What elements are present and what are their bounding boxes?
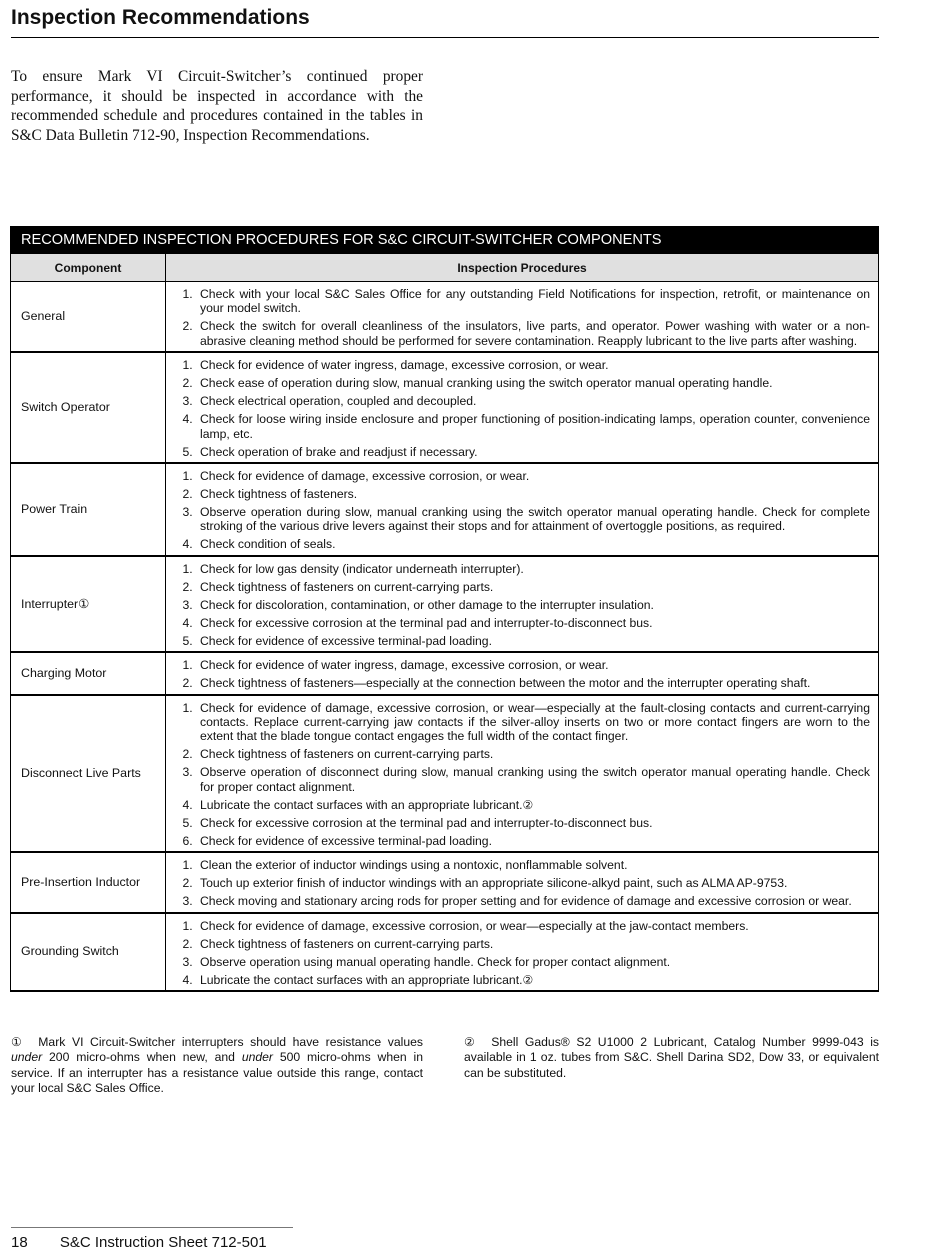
procedure-item: 5. Check for evidence of excessive terminal-pad loading. xyxy=(196,634,870,648)
procedure-item: 5. Check operation of brake and readjust if necessary. xyxy=(196,445,870,459)
footnote-1-text-a: Mark VI Circuit-Switcher interrupters should have resistance values xyxy=(38,1035,423,1049)
table-row xyxy=(11,695,879,853)
component-cell: Grounding Switch xyxy=(11,913,166,991)
procedure-list xyxy=(174,358,870,459)
footnote-2 xyxy=(464,1035,879,1081)
procedure-item: 1. Check for evidence of damage, excessive corrosion, or wear. xyxy=(196,469,870,483)
procedure-item: 2. Check tightness of fasteners. xyxy=(196,487,870,501)
table-row xyxy=(11,556,879,652)
procedure-item: 3. Check electrical operation, coupled and decoupled. xyxy=(196,394,870,408)
procedure-item: 3. Check moving and stationary arcing rods for proper setting and for evidence of damage and excessive corrosion or wear. xyxy=(196,894,870,908)
footer-rule xyxy=(11,1227,293,1228)
procedure-item: 2. Touch up exterior finish of inductor windings with an appropriate silicone-alkyd paint, such as ALMA AP-9753. xyxy=(196,876,870,890)
procedure-item: 3. Observe operation of disconnect during slow, manual cranking using the switch operator manual operating handle. Check for proper contact alignment. xyxy=(196,765,870,794)
procedure-list xyxy=(174,658,870,690)
procedure-item: 1. Check for evidence of damage, excessive corrosion, or wear—especially at the jaw-contact members. xyxy=(196,919,870,933)
procedure-item: 3. Check for discoloration, contamination, or other damage to the interrupter insulation. xyxy=(196,598,870,612)
procedure-item: 2. Check the switch for overall cleanliness of the insulators, live parts, and operator. Power washing with water or a non-abrasive cleaning method should be performed for severe contamination. Reapply lubricant to the live parts after washing. xyxy=(196,319,870,348)
procedure-item: 2. Check tightness of fasteners on current-carrying parts. xyxy=(196,580,870,594)
page-number: 18 xyxy=(11,1234,28,1251)
table-body xyxy=(11,282,879,992)
footnote-2-marker: ② xyxy=(464,1035,479,1049)
procedures-cell xyxy=(166,913,879,991)
component-cell: Charging Motor xyxy=(11,652,166,694)
procedure-item: 2. Check tightness of fasteners on current-carrying parts. xyxy=(196,937,870,951)
document-name: S&C Instruction Sheet 712-501 xyxy=(59,1234,267,1251)
component-cell: Power Train xyxy=(11,463,166,556)
procedure-item: 1. Check for low gas density (indicator underneath interrupter). xyxy=(196,562,870,576)
procedure-item: 3. Observe operation using manual operating handle. Check for proper contact alignment. xyxy=(196,955,870,969)
component-cell: General xyxy=(11,282,166,353)
table-row xyxy=(11,652,879,694)
page-title: Inspection Recommendations xyxy=(11,6,879,38)
procedure-item: 2. Check tightness of fasteners—especially at the connection between the motor and the interrupter operating shaft. xyxy=(196,676,870,690)
intro-paragraph: To ensure Mark VI Circuit-Switcher’s continued proper performance, it should be inspected in accordance with the recommended schedule and procedures contained in the tables in S&C Data Bulletin 712-90, Inspection Recommendations. xyxy=(11,68,423,144)
table-row xyxy=(11,913,879,991)
footnote-1 xyxy=(11,1035,423,1097)
procedure-item: 2. Check ease of operation during slow, manual cranking using the switch operator manual operating handle. xyxy=(196,376,870,390)
table-row xyxy=(11,463,879,556)
procedure-item: 1. Check for evidence of damage, excessive corrosion, or wear—especially at the fault-closing contacts and current-carrying contacts. Replace current-carrying jaw contacts if the silver-alloy inserts on two or more contact fingers are worn to the extent that the blade tongue contact engages the full width of the contact finger. xyxy=(196,701,870,744)
procedure-item: 4. Check for loose wiring inside enclosure and proper functioning of position-indicating lamps, operation counter, convenience lamp, etc. xyxy=(196,412,870,441)
footnote-1-em-a: under xyxy=(11,1050,43,1065)
procedures-cell xyxy=(166,352,879,463)
procedure-list xyxy=(174,858,870,908)
procedure-list xyxy=(174,919,870,987)
procedure-item: 5. Check for excessive corrosion at the terminal pad and interrupter-to-disconnect bus. xyxy=(196,816,870,830)
header-component: Component xyxy=(11,254,166,282)
procedure-item: 3. Observe operation during slow, manual cranking using the switch operator manual operating handle. Check for complete stroking of the various drive levers against their stops and for attainment of overtoggle positions, as required. xyxy=(196,505,870,534)
footnote-1-text-c: 500 micro-ohms when in service. If an interrupter has a resistance value outside this range, contact your local S&C Sales Office. xyxy=(11,1050,423,1096)
procedure-item: 1. Check with your local S&C Sales Office for any outstanding Field Notifications for inspection, retrofit, or maintenance on your model switch. xyxy=(196,287,870,316)
procedures-cell xyxy=(166,282,879,353)
procedure-list xyxy=(174,287,870,348)
footnote-1-text-b: 200 micro-ohms when new, and xyxy=(42,1050,242,1065)
procedure-item: 4. Lubricate the contact surfaces with an appropriate lubricant.② xyxy=(196,973,870,987)
procedure-item: 2. Check tightness of fasteners on current-carrying parts. xyxy=(196,747,870,761)
procedures-table xyxy=(10,254,879,992)
table-row xyxy=(11,852,879,912)
procedures-cell xyxy=(166,463,879,556)
page-footer xyxy=(11,1234,267,1251)
inspection-table xyxy=(10,226,879,992)
procedure-item: 6. Check for evidence of excessive terminal-pad loading. xyxy=(196,834,870,848)
header-procedures: Inspection Procedures xyxy=(166,254,879,282)
procedure-item: 4. Check for excessive corrosion at the terminal pad and interrupter-to-disconnect bus. xyxy=(196,616,870,630)
procedure-list xyxy=(174,701,870,849)
footnote-1-marker: ① xyxy=(11,1035,26,1049)
procedure-list xyxy=(174,562,870,648)
component-cell: Pre-Insertion Inductor xyxy=(11,852,166,912)
table-row xyxy=(11,282,879,353)
component-cell: Disconnect Live Parts xyxy=(11,695,166,853)
procedures-cell xyxy=(166,695,879,853)
procedure-item: 1. Check for evidence of water ingress, damage, excessive corrosion, or wear. xyxy=(196,658,870,672)
table-title: RECOMMENDED INSPECTION PROCEDURES FOR S&C CIRCUIT-SWITCHER COMPONENTS xyxy=(10,226,879,254)
component-cell: Interrupter① xyxy=(11,556,166,652)
footnote-1-em-b: under xyxy=(241,1050,273,1065)
procedure-item: 1. Clean the exterior of inductor windings using a nontoxic, nonflammable solvent. xyxy=(196,858,870,872)
procedure-item: 4. Check condition of seals. xyxy=(196,537,870,551)
footnote-2-text: Shell Gadus® S2 U1000 2 Lubricant, Catalog Number 9999-043 is available in 1 oz. tubes from S&C. Shell Darina SD2, Dow 33, or equivalent can be substituted. xyxy=(464,1035,880,1080)
procedures-cell xyxy=(166,852,879,912)
procedure-item: 4. Lubricate the contact surfaces with an appropriate lubricant.② xyxy=(196,798,870,812)
component-cell: Switch Operator xyxy=(11,352,166,463)
procedure-list xyxy=(174,469,870,552)
procedures-cell xyxy=(166,556,879,652)
procedures-cell xyxy=(166,652,879,694)
table-row xyxy=(11,352,879,463)
procedure-item: 1. Check for evidence of water ingress, damage, excessive corrosion, or wear. xyxy=(196,358,870,372)
